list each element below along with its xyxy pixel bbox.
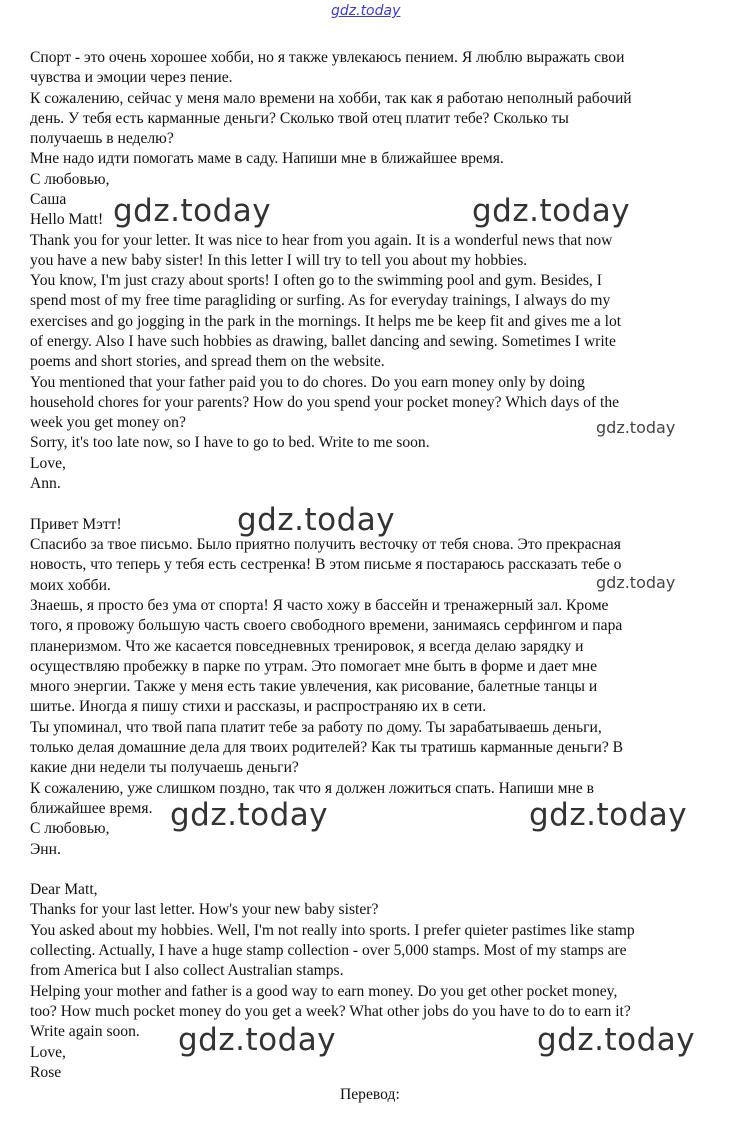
watermark-top[interactable]: gdz.today: [331, 3, 401, 19]
watermark: gdz.today: [237, 502, 396, 538]
watermark: gdz.today: [596, 573, 676, 592]
text-line: from America but I also collect Australian stamps.: [30, 962, 344, 979]
watermark: gdz.today: [472, 193, 631, 229]
text-line: Знаешь, я просто без ума от спорта! Я часто хожу в бассейн и тренажерный зал. Кроме: [30, 597, 609, 614]
text-line: К сожалению, уже слишком поздно, так что я должен ложиться спать. Напиши мне в: [30, 780, 594, 797]
text-line: Love,: [30, 455, 66, 472]
letter-greeting: Dear Matt,: [30, 881, 98, 898]
text-line: осуществляю пробежку в парке по утрам. Это помогает мне быть в форме и дает мне: [30, 658, 597, 675]
text-line: только делая домашние дела для твоих родителей? Как ты тратишь карманные деньги? В: [30, 739, 624, 756]
text-line: много энергии. Также у меня есть такие увлечения, как рисование, балетные танцы и: [30, 678, 598, 695]
text-line: household chores for your parents? How do you spend your pocket money? Which days of the: [30, 394, 620, 411]
text-line: Write again soon.: [30, 1023, 140, 1040]
text-line: Love,: [30, 1044, 66, 1061]
text-line: Helping your mother and father is a good way to earn money. Do you get other pocket money,: [30, 983, 618, 1000]
text-line: Спорт - это очень хорошее хобби, но я также увлекаюсь пением. Я люблю выражать свои: [30, 49, 625, 66]
text-line: Rose: [30, 1064, 62, 1081]
text-line: новость, что теперь у тебя есть сестренка! В этом письме я постараюсь рассказать тебе о: [30, 556, 622, 573]
text-line: Энн.: [30, 841, 61, 858]
text-line: шитье. Иногда я пишу стихи и рассказы, и распространяю их в сети.: [30, 698, 487, 715]
translation-label: Перевод:: [340, 1086, 400, 1103]
text-line: получаешь в неделю?: [30, 130, 174, 147]
text-line: You know, I'm just crazy about sports! I often go to the swimming pool and gym. Besides, I: [30, 272, 602, 289]
text-line: чувства и эмоции через пение.: [30, 69, 233, 86]
text-line: Мне надо идти помогать маме в саду. Напиши мне в ближайшее время.: [30, 150, 504, 167]
text-line: планеризмом. Что же касается повседневных тренировок, я всегда делаю зарядку и: [30, 638, 584, 655]
text-line: Sorry, it's too late now, so I have to go to bed. Write to me soon.: [30, 434, 430, 451]
text-line: Саша: [30, 191, 67, 208]
watermark: gdz.today: [178, 1022, 337, 1058]
watermark: gdz.today: [596, 418, 676, 437]
text-line: Спасибо за твое письмо. Было приятно получить весточку от тебя снова. Это прекрасная: [30, 536, 621, 553]
text-line: week you get money on?: [30, 414, 186, 431]
watermark: gdz.today: [170, 797, 329, 833]
text-line: какие дни недели ты получаешь деньги?: [30, 759, 299, 776]
text-line: Thanks for your last letter. How's your new baby sister?: [30, 901, 379, 918]
text-line: You asked about my hobbies. Well, I'm not really into sports. I prefer quieter pastimes like stamp: [30, 922, 635, 939]
text-line: exercises and go jogging in the park in the mornings. It helps me be keep fit and gives me a lot: [30, 313, 622, 330]
text-line: you have a new baby sister! In this letter I will try to tell you about my hobbies.: [30, 252, 528, 269]
text-line: Thank you for your letter. It was nice to hear from you again. It is a wonderful news that now: [30, 232, 613, 249]
watermark: gdz.today: [537, 1022, 696, 1058]
text-line: С любовью,: [30, 820, 110, 837]
text-line: того, я провожу большую часть своего свободного времени, занимаясь серфингом и пара: [30, 617, 623, 634]
text-line: spend most of my free time paragliding or surfing. As for everyday trainings, I always do my: [30, 292, 611, 309]
letter-greeting: Привет Мэтт!: [30, 516, 122, 533]
text-line: ближайшее время.: [30, 800, 153, 817]
text-line: К сожалению, сейчас у меня мало времени на хобби, так как я работаю неполный рабочий: [30, 90, 632, 107]
text-line: too? How much pocket money do you get a week? What other jobs do you have to do to earn it?: [30, 1003, 631, 1020]
text-line: день. У тебя есть карманные деньги? Сколько твой отец платит тебе? Сколько ты: [30, 110, 569, 127]
watermark: gdz.today: [113, 193, 272, 229]
text-line: С любовью,: [30, 171, 110, 188]
letter-greeting: Hello Matt!: [30, 211, 104, 228]
text-line: моих хобби.: [30, 577, 111, 594]
text-line: collecting. Actually, I have a huge stamp collection - over 5,000 stamps. Most of my stamps are: [30, 942, 627, 959]
watermark: gdz.today: [529, 797, 688, 833]
text-line: Ann.: [30, 475, 61, 492]
text-line: Ты упоминал, что твой папа платит тебе за работу по дому. Ты зарабатываешь деньги,: [30, 719, 602, 736]
text-line: of energy. Also I have such hobbies as drawing, ballet dancing and sewing. Sometimes I write: [30, 333, 616, 350]
text-line: You mentioned that your father paid you to do chores. Do you earn money only by doing: [30, 374, 585, 391]
text-line: poems and short stories, and spread them on the website.: [30, 353, 385, 370]
